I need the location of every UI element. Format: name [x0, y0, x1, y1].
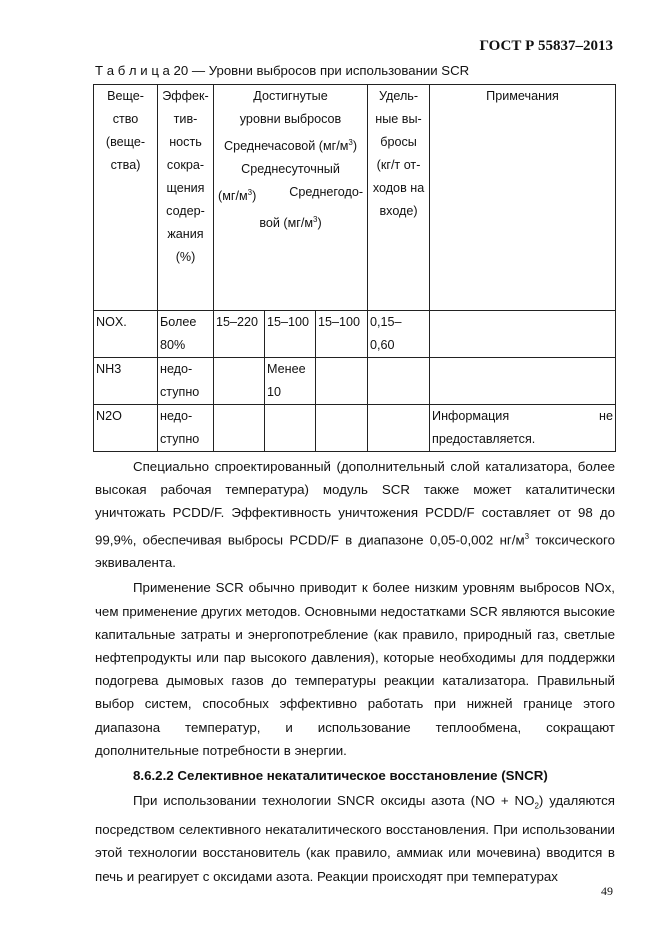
cell-hourly: [214, 405, 265, 452]
header-achieved-levels: Достигнутые уровни выбросов Среднечасовой $(мг/м^3)$ Среднесуточный $(мг/м^3)$ Среднегодо- вой $(мг/м^3)$: [214, 85, 368, 311]
table-row: [94, 405, 616, 452]
cell-annual: 15–100: [316, 311, 368, 358]
header-efficiency: Эффек- тив- ность сокра- щения содер- жания (%): [158, 85, 214, 311]
cell-daily: 15–100: [265, 311, 316, 358]
cell-annual: [316, 358, 368, 405]
paragraph-scr-advantages: Применение SCR обычно приводит к более низким уровням выбросов NOx, чем применение других методов. Основными недостатками SCR являются высокие капитальные затраты и энергопотребление (как правило, природный газ, светлые нефтепродукты или пар высокого давления), которые необходимы для поддержки подогрева дымовых газов до температуры реакции катализатора. Правильный выбор систем, способных эффективно работать при нижней границе этого диапазона температур, и использование теплообмена, сокращают дополнительные потребности в энергии.: [95, 580, 615, 758]
cell-daily: [265, 405, 316, 452]
table-row: [94, 311, 616, 358]
table-row: [94, 358, 616, 405]
cell-efficiency: недо- ступно: [158, 405, 214, 452]
cell-hourly: 15–220: [214, 311, 265, 358]
paragraph-pcdd: Специально спроектированный (дополнительный слой катализатора, более высокая рабочая температура) модуль SCR также может каталитически уничтожать PCDD/F. Эффективность уничтожения PCDD/F составляет от 98 до 99,9%, обеспечивая выбросы PCDD/F в диапазоне 0,05-0,002 $нг/м^3$ токсического эквивалента.: [95, 459, 615, 571]
cell-specific: 0,15– 0,60: [368, 311, 430, 358]
cell-notes: Информация не предоставляется.: [430, 405, 616, 452]
cell-notes: [430, 358, 616, 405]
page-number: 49: [601, 884, 613, 898]
cell-specific: [368, 358, 430, 405]
cell-substance: NOX.: [94, 311, 158, 358]
header-specific-emissions: Удель- ные вы- бросы (кг/т от- ходов на входе): [368, 85, 430, 311]
body-text: [95, 455, 615, 888]
cell-substance: NH3: [94, 358, 158, 405]
header-substance: Веще- ство (веще- ства): [94, 85, 158, 311]
cell-substance: N2O: [94, 405, 158, 452]
emissions-table: [93, 84, 616, 452]
table-header-row: [94, 85, 616, 311]
cell-efficiency: недо- ступно: [158, 358, 214, 405]
table-caption: Т а б л и ц а 20 — Уровни выбросов при использовании SCR: [95, 63, 470, 78]
cell-annual: [316, 405, 368, 452]
cell-daily: Менее 10: [265, 358, 316, 405]
cell-efficiency: Более 80%: [158, 311, 214, 358]
section-heading: 8.6.2.2 Селективное некаталитическое восстановление (SNCR): [133, 768, 548, 784]
cell-specific: [368, 405, 430, 452]
cell-hourly: [214, 358, 265, 405]
document-id: ГОСТ Р 55837–2013: [479, 38, 613, 54]
header-notes: Примечания: [430, 85, 616, 311]
cell-notes: [430, 311, 616, 358]
paragraph-sncr: При использовании технологии SNCR оксиды азота $(NO + NO_2)$ удаляются посредством селективного некаталитического восстановления. При использовании этой технологии восстановитель (как правило, аммиак или мочевина) вводится в печь и реагирует с оксидами азота. Реакции происходят при температурах: [95, 793, 615, 884]
